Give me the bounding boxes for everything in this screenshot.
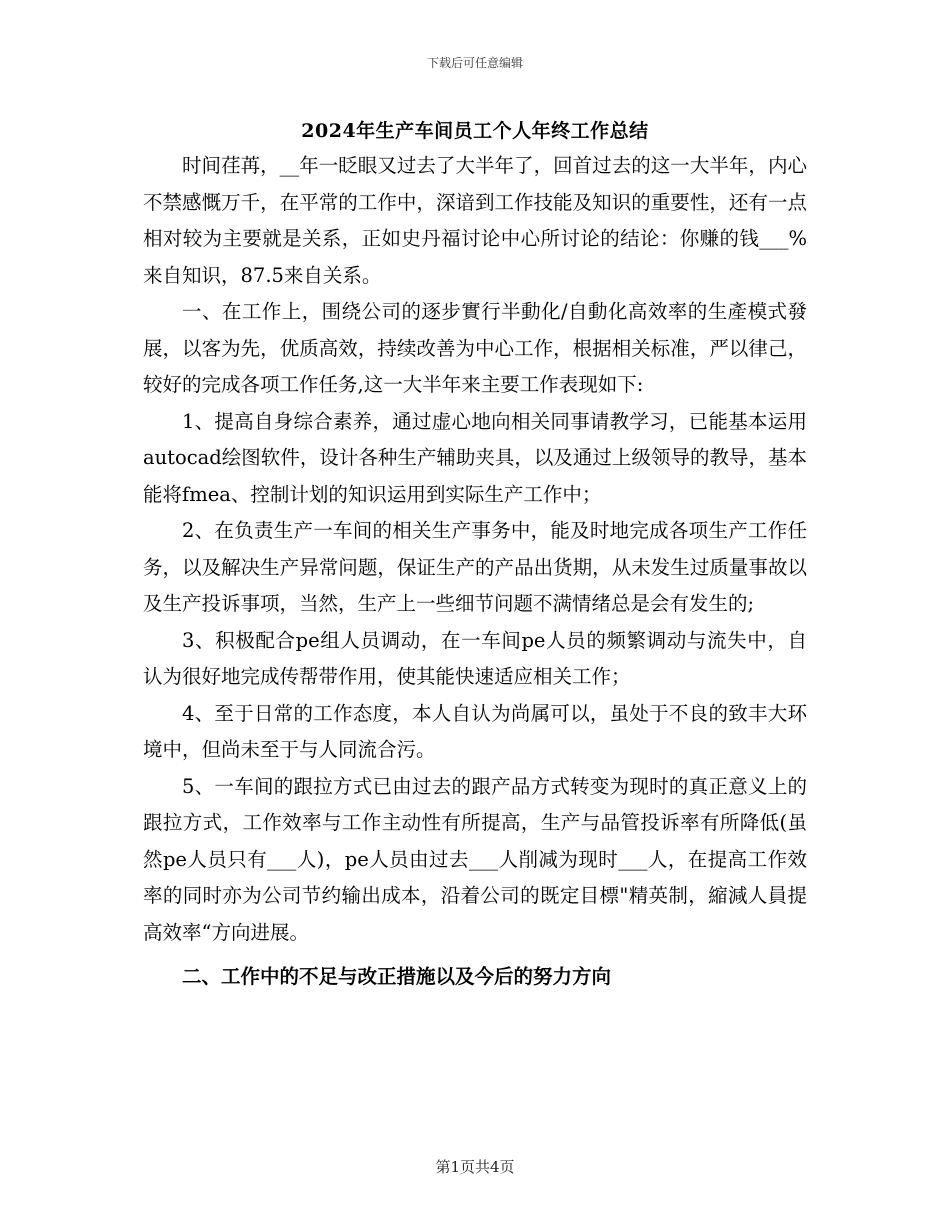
document-title: 2024年生产车间员工个人年终工作总结 [301,120,649,142]
page-header: 下载后可任意编辑 [426,56,523,70]
paragraph-intro: 时间荏苒，__年一眨眼又过去了大半年了，回首过去的这一大半年，内心不禁感慨万千，在平常的工作中，深谙到工作技能及知识的重要性，还有一点相对较为主要就是关系，正如史丹福讨论中心所讨论的结论：你赚的钱___%来自知识，87.5来自关系。 [143,154,807,287]
paragraph-item-1: 1、提高自身综合素养，通过虚心地向相关同事请教学习，已能基本运用autocad绘图软件，设计各种生产辅助夹具，以及通过上级领导的教导，基本能将fmea、控制计划的知识运用到实际生产工作中； [143,409,807,506]
paragraph-item-3: 3、积极配合pe组人员调动，在一车间pe人员的频繁调动与流失中，自认为很好地完成传帮带作用，使其能快速适应相关工作； [143,628,807,688]
paragraph-item-4: 4、至于日常的工作态度，本人自认为尚属可以，虽处于不良的致丰大环境中，但尚未至于与人同流合污。 [143,701,807,761]
document-body [143,148,807,996]
paragraph-item-5: 5、一车间的跟拉方式已由过去的跟产品方式转变为现时的真正意义上的跟拉方式，工作效率与工作主动性有所提高，生产与品管投诉率有所降低(虽然pe人员只有___人)，pe人员由过去___人削减为现时___人，在提高工作效率的同时亦为公司节约输出成本，沿着公司的既定目標"精英制，縮減人員提高效率“方向进展。 [143,774,807,944]
paragraph-item-2: 2、在负责生产一车间的相关生产事务中，能及时地完成各项生产工作任务，以及解决生产异常问题，保证生产的产品出货期，从未发生过质量事故以及生产投诉事项，当然，生产上一些细节问题不满情绪总是会有发生的; [143,519,807,615]
page-footer: 第1页共4页 [435,1158,515,1176]
paragraph-section-1: 一、在工作上，围绕公司的逐步實行半動化/自動化高效率的生產模式發展，以客为先，优质高效，持续改善为中心工作，根据相关标准，严以律己，较好的完成各项工作任务,这一大半年来主要工作表现如下: [143,300,807,396]
section-heading-2: 二、工作中的不足与改正措施以及今后的努力方向 [182,965,612,988]
